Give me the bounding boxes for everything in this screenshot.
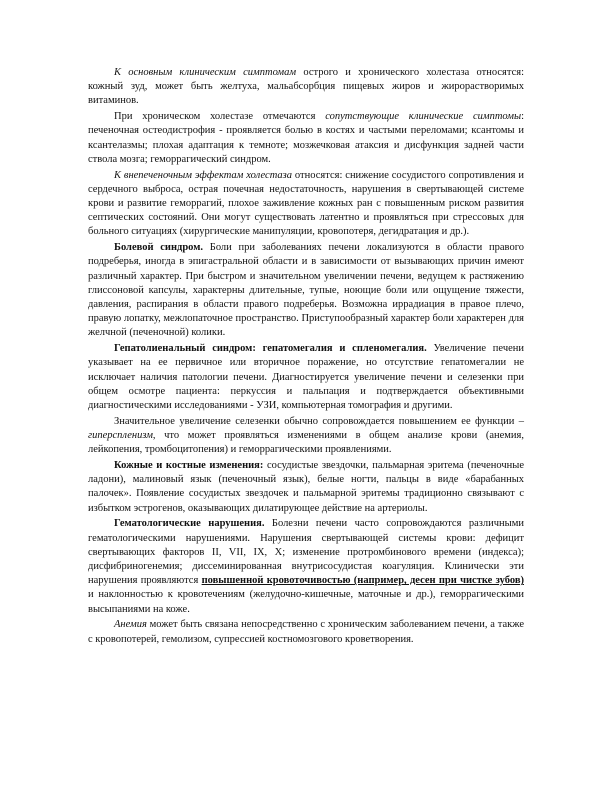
paragraph-text: относятся: снижение сосудистого сопротивления и сердечного выброса, острая почечная недостаточность, нарушения в свертывающей системе крови и развитие геморрагий, плохое заживление кожных ран с повышенным риском развития септических состояний. Они могут существовать латентно и проявляться при стрессовых для больного ситуациях (хирургические манипуляции, кровопотеря, дегидратация и др.).: [88, 169, 524, 238]
paragraph-text: Болезни печени часто сопровождаются различными гематологическими нарушениями. Нарушения свертывающей системы крови: дефицит свертывающих факторов II, VII, IX, X; изменение протромбинового времени (индекса); дисфибриногенемия; диссеминированная внутрисосудистая коагуляция. Клинически эти нарушения проявляются: [88, 518, 524, 587]
paragraph-text: сосудистые звездочки, пальмарная эритема (печеночные ладони), малиновый язык (печеночный язык), белые ногти, пальцы в виде «барабанных палочек». Появление сосудистых звездочек и пальмарной эритемы традиционно связывают с избытком эстрогенов, оказывающих дилатирующее действие на артериолы.: [88, 460, 524, 514]
paragraph: [88, 459, 524, 516]
paragraph: [88, 66, 524, 109]
paragraph-text: Значительное увеличение селезенки обычно сопровождается повышением ее функции –: [114, 415, 524, 427]
paragraph-text: острого и хронического холестаза относятся: кожный зуд, может быть желтуха, мальабсорбция пищевых жиров и жирорастворимых витаминов.: [88, 67, 524, 107]
bold-heading: Кожные и костные изменения:: [114, 460, 264, 472]
paragraph-text: Увеличение печени указывает на ее первичное или вторичное поражение, но отсутствие гепатомегалии не исключает наличия патологии печени. Диагностируется увеличение печени и селезенки при общем осмотре пациента: перкуссия и пальпация и подтверждается объективными диагностическими исследованиями - УЗИ, компьютерная томография и другими.: [88, 343, 524, 412]
paragraph: [88, 517, 524, 616]
italic-term: Анемия: [114, 619, 147, 631]
bold-heading: Гепатолиенальный синдром: гепатомегалия и спленомегалия.: [114, 343, 427, 355]
paragraph: [88, 415, 524, 458]
italic-term: гиперспленизм: [88, 430, 153, 442]
bold-heading: Гематологические нарушения.: [114, 518, 265, 530]
paragraph-text: , что может проявляться изменениями в общем анализе крови (анемия, лейкопения, тромбоцитопения) и геморрагическими проявлениями.: [88, 430, 524, 456]
italic-term: К внепеченочным эффектам холестаза: [114, 169, 293, 181]
paragraph: [88, 342, 524, 413]
paragraph: [88, 169, 524, 240]
bold-heading: повышенной кровоточивостью (например, десен при чистке зубов): [201, 575, 524, 587]
paragraph: [88, 618, 524, 646]
paragraph-text: и наклонностью к кровотечениям (желудочно-кишечные, маточные и др.), геморрагическими высыпаниями на коже.: [88, 589, 524, 615]
bold-heading: Болевой синдром.: [114, 242, 204, 254]
paragraph: [88, 241, 524, 340]
document-page: [88, 66, 524, 647]
italic-term: сопутствующие клинические симптомы: [325, 111, 522, 123]
paragraph-text: Боли при заболеваниях печени локализуются в области правого подреберья, иногда в эпигастральной области и в зависимости от вызывающих причин имеют различный характер. При быстром и значительном увеличении печени, ведущем к растяжению глиссоновой капсулы, характерны длительные, тупые, ноющие боли или ощущение тяжести, давления, распирания в области правого подреберья. Возможна иррадиация в правое плечо, правую лопатку, межлопаточное пространство. Приступообразный характер боли характерен для желчной (печеночной) колики.: [88, 242, 524, 339]
paragraph-text: При хроническом холестазе отмечаются: [114, 111, 326, 123]
paragraph-text: : печеночная остеодистрофия - проявляется болью в костях и частыми переломами; ксантомы и ксантелазмы; плохая адаптация к темноте; мозжечковая атаксия и дисфункция задней части ствола мозга; геморрагический синдром.: [88, 111, 525, 165]
italic-term: К основным клиническим симптомам: [114, 67, 297, 78]
paragraph: [88, 110, 524, 167]
paragraph-text: может быть связана непосредственно с хроническим заболеванием печени, а также с кровопотерей, гемолизом, супрессией костномозгового кроветворения.: [88, 619, 524, 645]
